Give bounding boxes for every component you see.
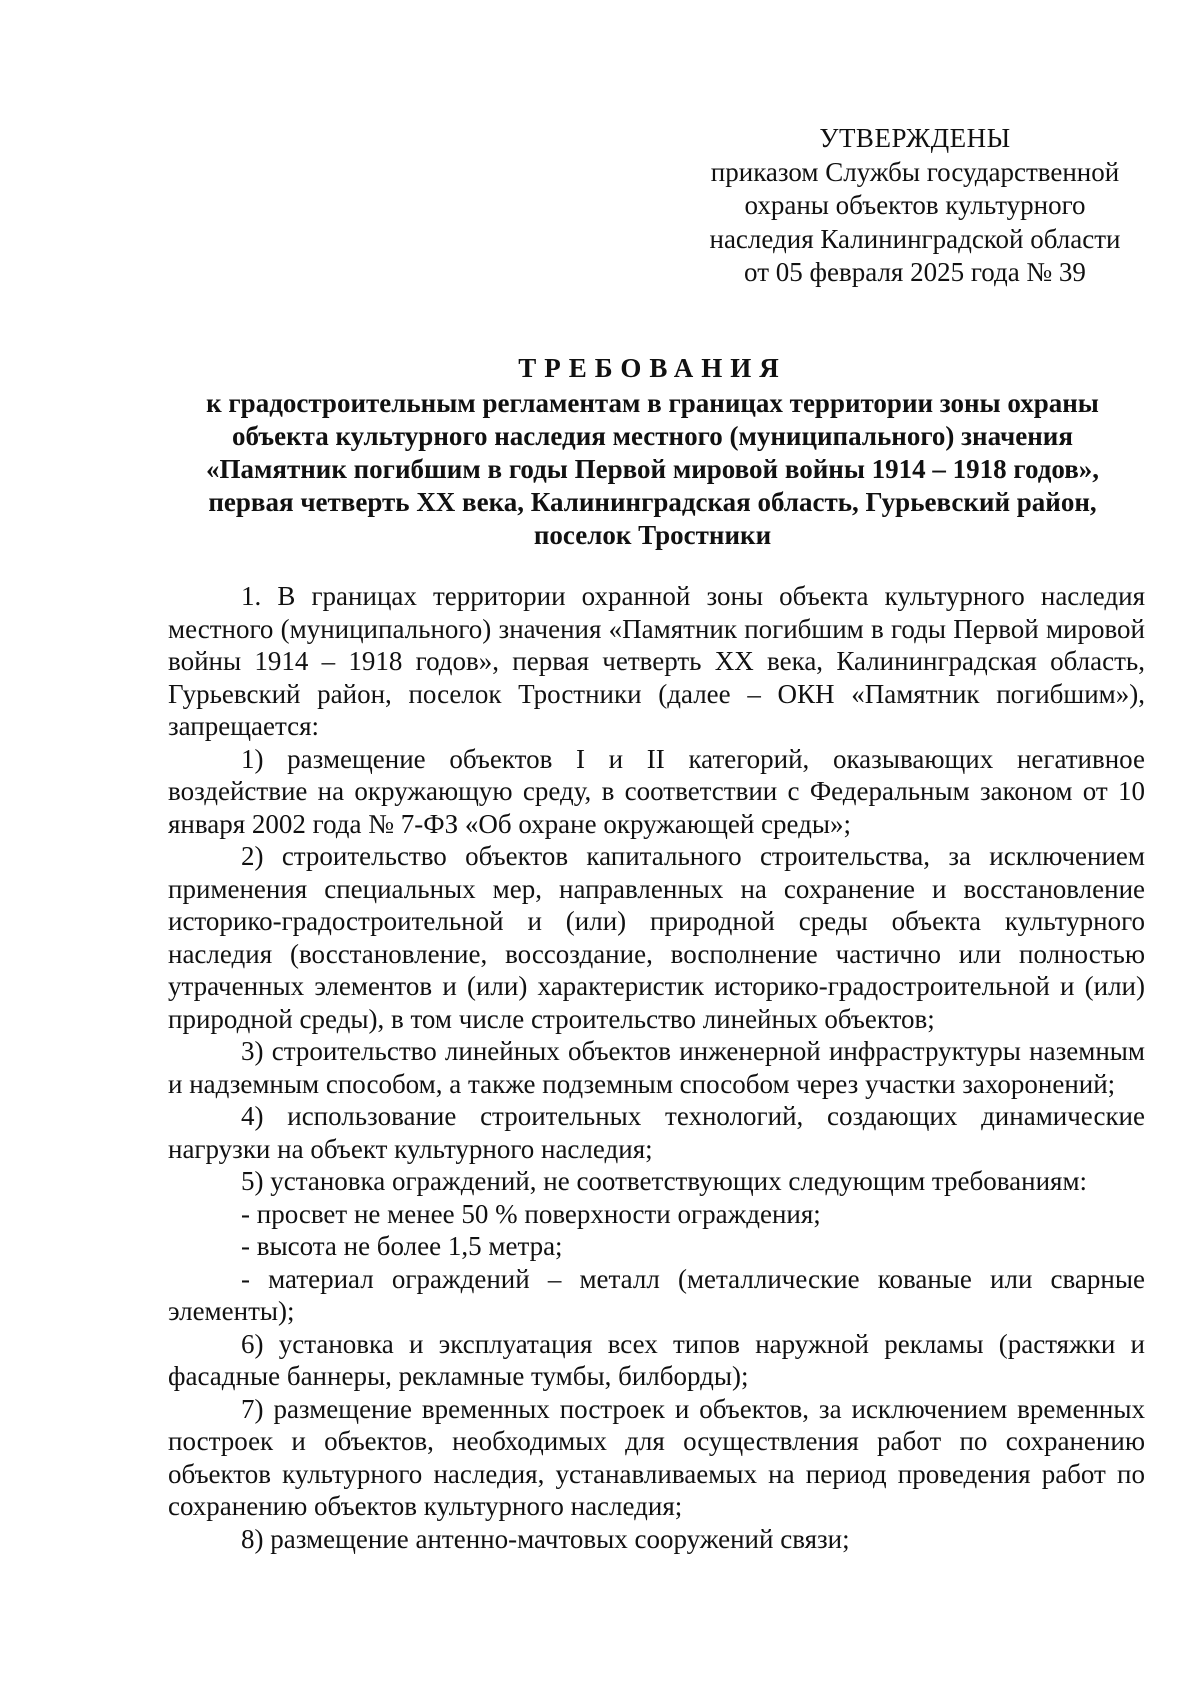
paragraph: 1. В границах территории охранной зоны объекта культурного наследия местного (муниципального) значения «Памятник погибшим в годы Первой мировой войны 1914 – 1918 годов», первая четверть XX века, Калининградская область, Гурьевский район, поселок Тростники (далее – ОКН «Памятник погибшим»), запрещается: [168, 581, 1145, 741]
approval-line: наследия Калининградской области [709, 223, 1121, 254]
paragraph: 3) строительство линейных объектов инженерной инфраструктуры наземным и надземным способом, а также подземным способом через участки захоронений; [168, 1036, 1145, 1099]
paragraph: 1) размещение объектов I и II категорий, оказывающих негативное воздействие на окружающую среду, в соответствии с Федеральным законом от 10 января 2002 года № 7-ФЗ «Об охране окружающей среды»; [168, 743, 1145, 839]
paragraph: 4) использование строительных технологий, создающих динамические нагрузки на объект культурного наследия; [168, 1101, 1145, 1164]
paragraph: 7) размещение временных построек и объектов, за исключением временных построек и объектов, необходимых для осуществления работ по сохранению объектов культурного наследия, устанавливаемых на период проведения работ по сохранению объектов культурного наследия; [168, 1393, 1145, 1521]
document-body [168, 580, 1145, 1555]
paragraph: - просвет не менее 50 % поверхности ограждения; [241, 1198, 821, 1229]
approval-title: УТВЕРЖДЕНЫ [819, 123, 1011, 153]
paragraph: - высота не более 1,5 метра; [241, 1231, 563, 1261]
approval-block [690, 122, 1140, 290]
paragraph: 6) установка и эксплуатация всех типов наружной рекламы (растяжки и фасадные баннеры, рекламные тумбы, билборды); [168, 1328, 1145, 1391]
approval-line: охраны объектов культурного [744, 190, 1086, 220]
paragraph: 2) строительство объектов капитального строительства, за исключением применения специальных мер, направленных на сохранение и восстановление историко-градостроительной и (или) природной среды объекта культурного наследия (восстановление, воссоздание, восполнение частично или полностью утраченных элементов и (или) характеристик историко-градостроительной и (или) природной среды), в том числе строительство линейных объектов; [168, 841, 1145, 1034]
document-title: ТРЕБОВАНИЯ [518, 353, 787, 383]
document-heading [160, 352, 1145, 552]
approval-line: приказом Службы государственной [710, 156, 1120, 187]
document-subtitle: к градостроительным регламентам в границах территории зоны охраны объекта культурного наследия местного (муниципального) значения «Памятник погибшим в годы Первой мировой войны 1914 – 1918 годов», первая четверть XX века, Калининградская область, Гурьевский район, поселок Тростники [205, 388, 1100, 550]
paragraph: 5) установка ограждений, не соответствующих следующим требованиям: [241, 1166, 1088, 1196]
paragraph: - материал ограждений – металл (металлические кованые или сварные элементы); [168, 1263, 1145, 1326]
approval-date-number: от 05 февраля 2025 года № 39 [744, 257, 1086, 287]
paragraph: 8) размещение антенно-мачтовых сооружений связи; [241, 1523, 850, 1554]
